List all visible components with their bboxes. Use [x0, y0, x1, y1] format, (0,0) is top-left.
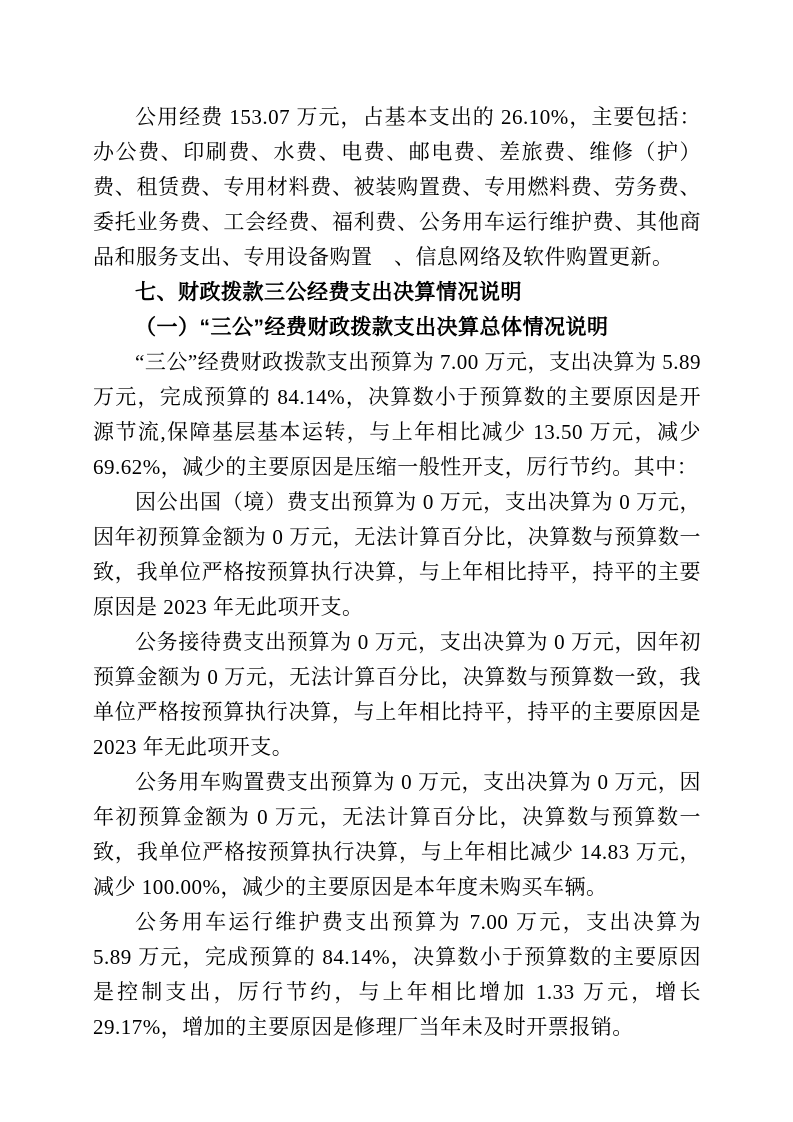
paragraph-vehicle-purchase-expense: 公务用车购置费支出预算为 0 万元，支出决算为 0 万元，因年初预算金额为 0 万元，无法计算百分比，决算数与预算数一致，我单位严格按预算执行决算，与上年相比减少 14.83 万元，减少 100.00%，减少的主要原因是本年度未购买车辆。	[93, 770, 701, 899]
paragraph-overseas-travel-expense: 因公出国（境）费支出预算为 0 万元，支出决算为 0 万元，因年初预算金额为 0 万元，无法计算百分比，决算数与预算数一致，我单位严格按预算执行决算，与上年相比持平，持平的主要原因是 2023 年无此项开支。	[93, 490, 701, 619]
paragraph-three-public-overview: “三公”经费财政拨款支出预算为 7.00 万元，支出决算为 5.89 万元，完成预算的 84.14%，决算数小于预算数的主要原因是开源节流,保障基层基本运转，与上年相比减少 13.50 万元，减少 69.62%，减少的主要原因是压缩一般性开支，厉行节约。其中：	[93, 350, 701, 479]
paragraph-vehicle-maintenance-expense: 公务用车运行维护费支出预算为 7.00 万元，支出决算为 5.89 万元，完成预算的 84.14%，决算数小于预算数的主要原因是控制支出，厉行节约，与上年相比增加 1.33 万元，增长 29.17%，增加的主要原因是修理厂当年未及时开票报销。	[93, 910, 701, 1039]
section-7-heading: 七、财政拨款三公经费支出决算情况说明	[135, 281, 522, 304]
paragraph-public-funds-composition: 公用经费 153.07 万元，占基本支出的 26.10%，主要包括：办公费、印刷费、水费、电费、邮电费、差旅费、维修（护）费、租赁费、专用材料费、被装购置费、专用燃料费、劳务费、委托业务费、工会经费、福利费、公务用车运行维护费、其他商品和服务支出、专用设备购置 、信息网络及软件购置更新。	[93, 105, 701, 269]
paragraph-official-reception-expense: 公务接待费支出预算为 0 万元，支出决算为 0 万元，因年初预算金额为 0 万元，无法计算百分比，决算数与预算数一致，我单位严格按预算执行决算，与上年相比持平，持平的主要原因是 2023 年无此项开支。	[93, 630, 701, 759]
subsection-1-heading: （一）“三公”经费财政拨款支出决算总体情况说明	[135, 316, 609, 339]
